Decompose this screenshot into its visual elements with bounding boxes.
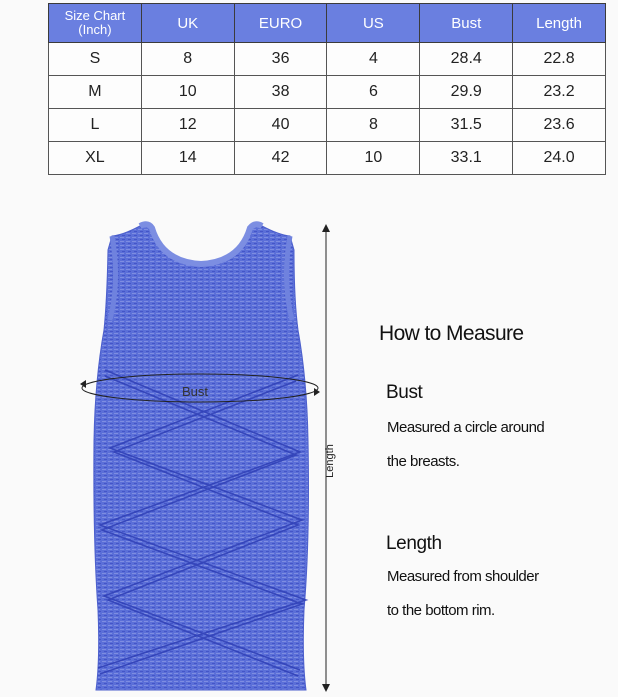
euro-cell: 36 — [234, 43, 327, 76]
size-cell: L — [49, 109, 142, 142]
bust-section-title: Bust — [386, 382, 423, 403]
size-chart-header-title: Size Chart — [64, 8, 126, 23]
length-description-line1: Measured from shoulder — [387, 568, 539, 585]
uk-cell: 8 — [141, 43, 234, 76]
table-row — [49, 142, 606, 175]
length-description-line2: to the bottom rim. — [387, 602, 495, 619]
us-cell: 8 — [327, 109, 420, 142]
uk-cell: 14 — [141, 142, 234, 175]
size-chart-table — [48, 3, 606, 175]
table-row — [49, 76, 606, 109]
us-cell: 4 — [327, 43, 420, 76]
table-row — [49, 109, 606, 142]
length-section-title: Length — [386, 533, 442, 554]
size-cell: XL — [49, 142, 142, 175]
length-cell: 22.8 — [513, 43, 606, 76]
column-header-uk: UK — [141, 4, 234, 43]
bust-cell: 33.1 — [420, 142, 513, 175]
size-cell: M — [49, 76, 142, 109]
uk-cell: 12 — [141, 109, 234, 142]
bust-description-line2: the breasts. — [387, 453, 460, 470]
length-diagram-label: Length — [324, 444, 336, 478]
us-cell: 6 — [327, 76, 420, 109]
bust-cell: 29.9 — [420, 76, 513, 109]
table-header-row — [49, 4, 606, 43]
us-cell: 10 — [327, 142, 420, 175]
bust-cell: 28.4 — [420, 43, 513, 76]
length-arrow-bottom-icon — [322, 684, 330, 692]
length-cell: 24.0 — [513, 142, 606, 175]
bust-diagram-label: Bust — [182, 384, 209, 399]
bust-arrow-right-icon — [314, 388, 320, 396]
length-cell: 23.6 — [513, 109, 606, 142]
column-header-bust: Bust — [420, 4, 513, 43]
bust-description-line1: Measured a circle around — [387, 419, 545, 436]
bust-cell: 31.5 — [420, 109, 513, 142]
size-chart-header-unit: (Inch) — [78, 22, 112, 37]
size-chart-header — [49, 4, 142, 43]
how-to-measure-title: How to Measure — [379, 322, 524, 345]
length-arrow-top-icon — [322, 224, 330, 232]
uk-cell: 10 — [141, 76, 234, 109]
length-cell: 23.2 — [513, 76, 606, 109]
tank-top-diagram — [0, 195, 618, 697]
column-header-euro: EURO — [234, 4, 327, 43]
table-row — [49, 43, 606, 76]
euro-cell: 38 — [234, 76, 327, 109]
euro-cell: 42 — [234, 142, 327, 175]
size-cell: S — [49, 43, 142, 76]
column-header-us: US — [327, 4, 420, 43]
column-header-length: Length — [513, 4, 606, 43]
euro-cell: 40 — [234, 109, 327, 142]
bust-arrow-left-icon — [80, 380, 86, 388]
